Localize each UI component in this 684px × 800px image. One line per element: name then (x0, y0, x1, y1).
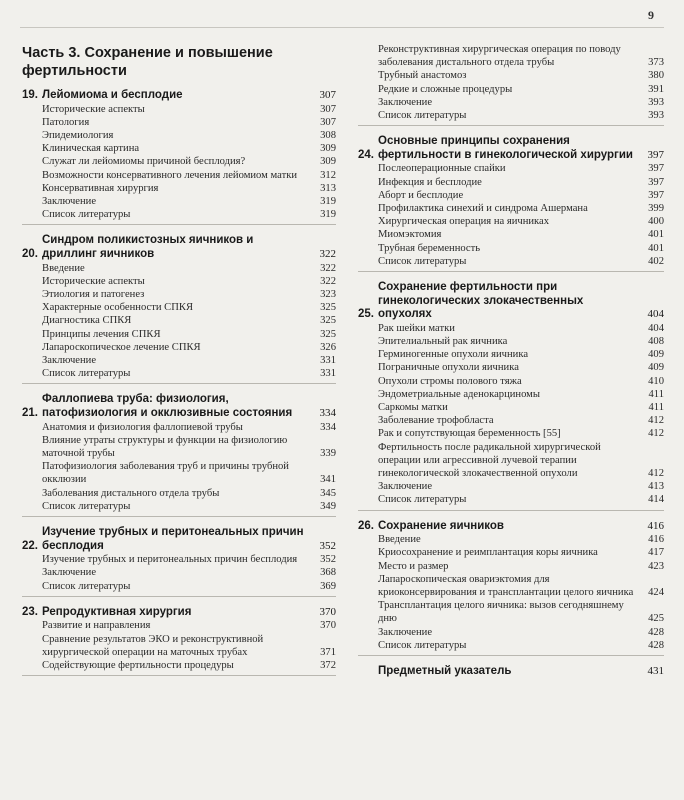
section-title: Лапароскопическая овариэктомия для криоконсервирования и трансплантации целого яичника (378, 573, 634, 599)
section-page: 325 (320, 302, 336, 314)
toc-chapter (358, 278, 664, 511)
toc-section-entry[interactable] (358, 335, 664, 348)
section-title: Характерные особенности СПКЯ (42, 302, 194, 314)
section-title: Список литературы (42, 368, 131, 380)
section-page: 411 (648, 402, 664, 414)
chapter-page: 404 (647, 308, 664, 321)
section-page: 412 (648, 468, 664, 480)
section-title: Рак и сопутствующая беременность [55] (378, 428, 561, 440)
section-page: 410 (648, 375, 664, 387)
toc-section-entry[interactable] (22, 619, 336, 632)
section-page: 307 (320, 103, 336, 115)
chapter-title: Сохранение фертильности при гинекологических злокачественных опухолях (378, 281, 584, 321)
section-title: Криосохранение и реимплантация коры яичника (378, 547, 598, 559)
section-page: 334 (320, 421, 336, 433)
toc-section-entry[interactable] (22, 421, 336, 434)
toc-section-entry[interactable] (358, 189, 664, 202)
toc-section-entry[interactable] (358, 162, 664, 175)
section-title: Рак шейки матки (378, 322, 455, 334)
section-page: 408 (648, 336, 664, 348)
page-number: 9 (648, 8, 654, 22)
section-page: 428 (648, 639, 664, 651)
section-title: Аборт и бесплодие (378, 189, 464, 201)
section-title: Список литературы (378, 639, 467, 651)
section-title: Исторические аспекты (42, 275, 145, 287)
section-title: Трубный анастомоз (378, 70, 467, 82)
header-rule (20, 27, 664, 28)
toc-chapter (22, 390, 336, 517)
toc-section-entry[interactable] (358, 560, 664, 573)
section-page: 309 (320, 143, 336, 155)
section-page: 345 (320, 487, 336, 499)
chapter-page: 334 (319, 407, 336, 420)
section-page: 393 (648, 110, 664, 122)
toc-chapter (22, 231, 336, 384)
toc-section-entry[interactable] (22, 328, 336, 341)
section-page: 331 (320, 368, 336, 380)
toc-section-entry[interactable] (358, 533, 664, 546)
section-title: Инфекция и бесплодие (378, 176, 482, 188)
chapter-title: Сохранение яичников (378, 519, 504, 532)
section-page: 368 (320, 567, 336, 579)
toc-section-entry[interactable] (22, 659, 336, 672)
section-page: 412 (648, 428, 664, 440)
index-page: 431 (647, 665, 664, 678)
section-page: 349 (320, 500, 336, 512)
toc-section-entry[interactable] (358, 96, 664, 109)
section-page: 372 (320, 660, 336, 672)
toc-section-entry[interactable] (22, 500, 336, 513)
toc-chapter (358, 132, 664, 272)
section-title: Служат ли лейомиомы причиной бесплодия? (42, 156, 246, 168)
toc-section-entry[interactable] (22, 129, 336, 142)
section-title: Пограничные опухоли яичника (378, 362, 519, 374)
toc-section-entry[interactable] (358, 322, 664, 335)
section-page: 401 (648, 229, 664, 241)
toc-section-entry[interactable] (22, 288, 336, 301)
toc-section-entry[interactable] (358, 202, 664, 215)
chapter-number: 19. (22, 89, 38, 101)
chapter-number: 24. (358, 148, 374, 161)
section-page: 339 (320, 448, 336, 460)
section-title: Саркомы матки (378, 402, 448, 414)
section-title: Опухоли стромы полового тяжа (378, 375, 522, 387)
section-title: Редкие и сложные процедуры (378, 83, 513, 95)
toc-section-entry[interactable] (22, 633, 336, 659)
section-title: Консервативная хирургия (42, 182, 159, 194)
section-page: 402 (648, 255, 664, 267)
section-page: 313 (320, 182, 336, 194)
section-page: 369 (320, 580, 336, 592)
section-page: 399 (648, 203, 664, 215)
section-page: 413 (648, 481, 664, 493)
section-title: Послеоперационные спайки (378, 163, 506, 175)
toc-chapter (22, 86, 336, 225)
toc-section-entry[interactable] (22, 580, 336, 593)
section-title: Возможности консервативного лечения лейомиом матки (42, 169, 298, 181)
toc-section-entry[interactable] (22, 169, 336, 182)
toc-section-entry[interactable] (358, 176, 664, 189)
toc-section-entry[interactable] (22, 301, 336, 314)
toc-section-entry[interactable] (358, 493, 664, 506)
chapter-title: Репродуктивная хирургия (42, 605, 192, 618)
section-page: 325 (320, 315, 336, 327)
section-title: Принципы лечения СПКЯ (42, 328, 161, 340)
section-page: 312 (320, 169, 336, 181)
section-page: 319 (320, 209, 336, 221)
toc-section-entry[interactable] (358, 441, 664, 481)
chapter-heading[interactable] (358, 135, 664, 162)
section-title: Место и размер (378, 560, 449, 572)
toc-section-entry[interactable] (22, 116, 336, 129)
section-title: Герминогенные опухоли яичника (378, 349, 529, 361)
chapter-heading[interactable] (22, 606, 336, 620)
toc-section-entry[interactable] (358, 427, 664, 440)
section-page: 414 (648, 494, 664, 506)
toc-section-entry[interactable] (358, 255, 664, 268)
toc-section-entry[interactable] (22, 182, 336, 195)
toc-section-entry[interactable] (22, 367, 336, 380)
section-page: 417 (648, 547, 664, 559)
section-title: Этиология и патогенез (42, 289, 145, 301)
toc-section-entry[interactable] (358, 215, 664, 228)
toc-right-column (358, 40, 664, 688)
section-title: Патофизиология заболевания труб и причины трубной окклюзии (42, 461, 289, 486)
section-title: Список литературы (42, 580, 131, 592)
chapter-page: 416 (647, 519, 664, 532)
chapter-number: 21. (22, 407, 38, 420)
toc-section-entry[interactable] (22, 142, 336, 155)
chapter-page: 352 (319, 539, 336, 552)
section-title: Трансплантация целого яичника: вызов сегодняшнему дню (378, 600, 624, 625)
toc-section-entry[interactable] (358, 573, 664, 599)
toc-chapter (358, 517, 664, 656)
section-page: 341 (320, 474, 336, 486)
section-title: Трубная беременность (378, 242, 481, 254)
chapter-heading[interactable] (22, 234, 336, 261)
section-page: 331 (320, 355, 336, 367)
chapter-heading[interactable] (22, 89, 336, 103)
toc-section-entry[interactable] (358, 546, 664, 559)
section-title: Заключение (378, 481, 433, 493)
chapter-title: Фаллопиева труба: физиология, патофизиология и окклюзивные состояния (42, 393, 293, 420)
toc-section-entry[interactable] (22, 566, 336, 579)
section-title: Патология (42, 116, 90, 128)
section-title: Фертильность после радикальной хирургической операции или агрессивной лучевой терапии гинекологической злокачественной опухоли (378, 441, 601, 480)
section-page: 425 (648, 613, 664, 625)
toc-section-entry[interactable] (358, 228, 664, 241)
section-title: Эпителиальный рак яичника (378, 336, 508, 348)
section-title: Лапароскопическое лечение СПКЯ (42, 341, 201, 353)
chapter-heading[interactable] (22, 393, 336, 420)
chapter-23-continued (358, 40, 664, 126)
section-page: 401 (648, 242, 664, 254)
toc-chapter (22, 603, 336, 676)
chapter-title: Основные принципы сохранения фертильности в гинекологической хирургии (378, 135, 633, 161)
part-title: Часть 3. Сохранение и повышение фертильности (22, 45, 273, 79)
toc-section-entry[interactable] (22, 460, 336, 486)
toc-section-entry[interactable] (22, 354, 336, 367)
chapter-title: Изучение трубных и перитонеальных причин бесплодия (42, 526, 304, 552)
chapter-page: 370 (319, 605, 336, 618)
section-title: Развитие и направления (42, 620, 151, 632)
section-page: 370 (320, 620, 336, 632)
section-title: Список литературы (378, 110, 467, 122)
section-page: 371 (320, 646, 336, 658)
toc-chapter (22, 523, 336, 597)
toc-section-entry[interactable] (22, 275, 336, 288)
toc-section-entry[interactable] (22, 262, 336, 275)
chapter-heading[interactable] (22, 526, 336, 553)
section-page: 308 (320, 130, 336, 141)
right-chapter-list (358, 132, 664, 656)
section-title: Эндометриальные аденокарциномы (378, 388, 540, 400)
section-title: Заболевание трофобласта (378, 415, 494, 427)
section-page: 322 (320, 262, 336, 274)
toc-section-entry[interactable] (22, 195, 336, 208)
toc-section-entry[interactable] (22, 155, 336, 168)
section-title: Сравнение результатов ЭКО и реконструктивной хирургической операции на маточных трубах (42, 633, 264, 658)
section-title: Анатомия и физиология фаллопиевой трубы (42, 421, 243, 433)
section-page: 423 (648, 560, 664, 572)
section-page: 428 (648, 626, 664, 638)
toc-section-entry[interactable] (358, 242, 664, 255)
section-title: Заключение (378, 626, 433, 638)
section-title: Влияние утраты структуры и функции на физиологию маточной трубы (42, 434, 288, 460)
index-title: Предметный указатель (378, 665, 512, 678)
section-title: Миомэктомия (378, 229, 442, 241)
section-page: 391 (648, 83, 664, 95)
chapter-heading[interactable] (358, 281, 664, 322)
toc-section-entry[interactable] (358, 639, 664, 652)
toc-section-entry[interactable] (358, 414, 664, 427)
chapter-page: 322 (319, 248, 336, 261)
section-title: Список литературы (378, 255, 467, 267)
chapter-number: 26. (358, 519, 374, 532)
section-title: Список литературы (42, 500, 131, 512)
section-page: 416 (648, 534, 664, 546)
section-title: Введение (42, 262, 85, 274)
toc-section-entry[interactable] (358, 480, 664, 493)
section-page: 393 (648, 96, 664, 108)
section-title: Заключение (42, 355, 97, 367)
left-chapter-list (22, 86, 336, 676)
section-page: 323 (320, 289, 336, 301)
chapter-heading[interactable] (358, 520, 664, 534)
section-page: 411 (648, 388, 664, 400)
chapter-number: 25. (358, 308, 374, 321)
section-page: 309 (320, 156, 336, 168)
toc-section-entry[interactable] (22, 314, 336, 327)
section-page: 397 (648, 189, 664, 201)
section-title: Содействующие фертильности процедуры (42, 660, 234, 672)
toc-section-entry[interactable] (22, 434, 336, 460)
toc-section-entry[interactable] (358, 361, 664, 374)
chapter-page: 397 (647, 148, 664, 161)
section-page: 397 (648, 163, 664, 175)
section-title: Заключение (42, 196, 97, 208)
section-title: Профилактика синехий и синдрома Ашермана (378, 203, 588, 215)
toc-section-entry[interactable] (358, 375, 664, 388)
section-page: 307 (320, 116, 336, 128)
section-title: Изучение трубных и перитонеальных причин бесплодия (42, 554, 298, 566)
section-page: 409 (648, 349, 664, 361)
toc-section-entry[interactable] (22, 208, 336, 221)
section-title: Клиническая картина (42, 143, 140, 155)
section-page: 409 (648, 362, 664, 374)
section-title: Диагностика СПКЯ (42, 315, 132, 327)
section-page: 319 (320, 196, 336, 208)
section-page: 380 (648, 70, 664, 82)
section-page: 412 (648, 415, 664, 427)
toc-section-entry[interactable] (22, 103, 336, 116)
toc-left-column (22, 40, 336, 682)
section-page: 373 (648, 57, 664, 69)
section-page: 352 (320, 554, 336, 566)
toc-section-entry[interactable] (22, 341, 336, 354)
section-title: Эпидемиология (42, 130, 114, 141)
toc-section-entry[interactable] (358, 69, 664, 82)
toc-section-entry[interactable] (22, 553, 336, 566)
chapter-number: 22. (22, 539, 38, 552)
section-title: Заключение (378, 96, 433, 108)
section-page: 326 (320, 341, 336, 353)
section-title: Список литературы (378, 494, 467, 506)
section-page: 424 (648, 587, 664, 599)
toc-section-entry[interactable] (358, 109, 664, 122)
section-title: Хирургическая операция на яичниках (378, 216, 550, 228)
section-page: 404 (648, 322, 664, 334)
chapter-title: Синдром поликистозных яичников и дриллинг яичников (42, 234, 254, 261)
toc-section-entry[interactable] (358, 599, 664, 625)
section-title: Введение (378, 534, 421, 546)
index-entry[interactable] (358, 662, 664, 682)
section-page: 325 (320, 328, 336, 340)
section-page: 322 (320, 275, 336, 287)
section-title: Реконструктивная хирургическая операция по поводу заболевания дистального отдела трубы (378, 44, 621, 69)
section-title: Заболевания дистального отдела трубы (42, 487, 220, 499)
chapter-page: 307 (319, 89, 336, 101)
toc-section-entry[interactable] (358, 348, 664, 361)
chapter-number: 23. (22, 605, 38, 618)
toc-section-entry[interactable] (358, 83, 664, 96)
toc-section-entry[interactable] (358, 388, 664, 401)
section-title: Заключение (42, 567, 97, 579)
toc-section-entry[interactable] (22, 487, 336, 500)
section-title: Список литературы (42, 209, 131, 221)
section-page: 400 (648, 216, 664, 228)
toc-section-entry[interactable] (358, 626, 664, 639)
section-title: Исторические аспекты (42, 103, 145, 115)
section-page: 397 (648, 176, 664, 188)
chapter-title: Лейомиома и бесплодие (42, 89, 183, 101)
toc-section-entry[interactable] (358, 43, 664, 69)
chapter-number: 20. (22, 248, 38, 261)
toc-section-entry[interactable] (358, 401, 664, 414)
